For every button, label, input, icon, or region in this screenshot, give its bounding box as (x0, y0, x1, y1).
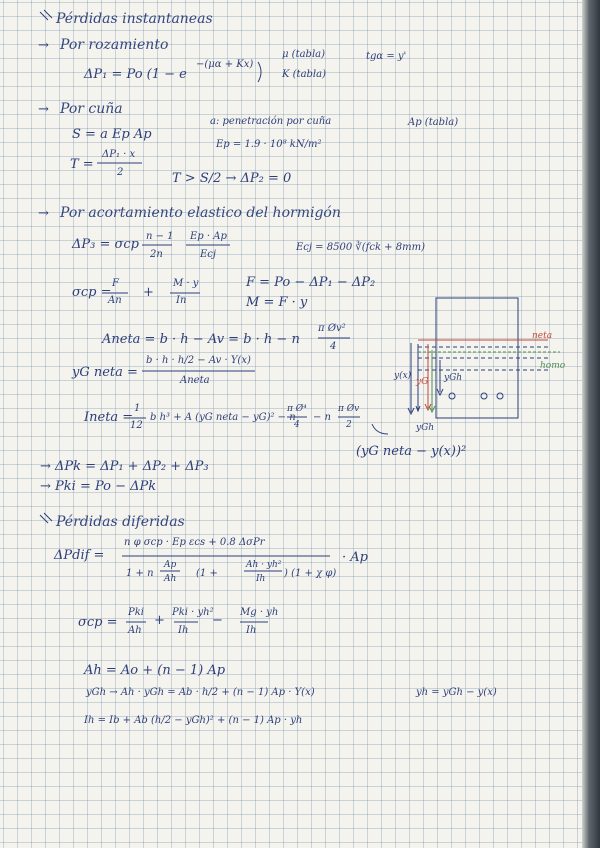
yg-num: b · h · h/2 − Av · Y(x) (146, 355, 251, 366)
section-title-instantaneas: Pérdidas instantaneas (56, 11, 213, 27)
times-ap: · Ap (342, 550, 368, 565)
yh-equation: yh = yGh − y(x) (416, 687, 497, 698)
ineta-rest: b h³ + A (yG neta − yG)² − n (150, 412, 296, 423)
frac2-num: Ep · Ap (190, 231, 227, 242)
header-rozamiento: Por rozamiento (60, 37, 169, 53)
m-den: In (176, 295, 187, 306)
dp3-lhs: ΔP₃ = σcp (72, 237, 139, 252)
pi4-den: 4 (294, 420, 300, 430)
ah-den: Ah (128, 625, 142, 636)
exponent-rozamiento: −(μα + Kx) (196, 59, 254, 70)
one-plus: (1 + (196, 568, 218, 579)
scp-lhs: σcp = (72, 285, 112, 300)
note-tg: tgα = y' (366, 51, 407, 62)
ep-value: Ep = 1.9 · 10⁸ kN/m² (216, 139, 322, 150)
ecj-formula: Ecj = 8500 ∛(fck + 8mm) (296, 242, 425, 253)
label-neta: neta (532, 331, 553, 341)
pki-num: Pki (128, 607, 144, 618)
pi4-num: π Ø⁴ (287, 404, 307, 414)
t-lhs: T = (70, 157, 94, 172)
ineta-frac-den: 12 (130, 420, 143, 431)
yg-den: Aneta (180, 375, 210, 386)
ineta-tail: (yG neta − y(x))² (356, 444, 467, 459)
label-ygh-bottom: yGh (416, 423, 435, 433)
note-penetracion: a: penetración por cuña (210, 116, 332, 127)
plus-1: + (143, 285, 154, 300)
arrow-cuna: → (38, 102, 49, 117)
t-condition: T > S/2 → ΔP₂ = 0 (172, 171, 292, 186)
chi-term: ) (1 + χ φ) (284, 568, 337, 579)
frac1-den: 2n (150, 249, 163, 260)
label-yg: yG (416, 377, 429, 387)
f-num: F (112, 278, 119, 289)
hash-mark-2 (40, 513, 52, 523)
arrow-rozamiento: → (38, 38, 49, 53)
pi2-den: 2 (346, 420, 352, 430)
pi2-num: π Øv (338, 404, 360, 414)
m-num: M · y (173, 278, 199, 289)
minus-1: − (212, 613, 223, 628)
label-homo: homo (540, 361, 566, 371)
label-yx: y(x) (394, 371, 412, 381)
ih3-den: Ih (246, 625, 257, 636)
formula-s: S = a Ep Ap (72, 127, 152, 142)
ap-den: Ah (164, 574, 177, 584)
formula-rozamiento: ΔP₁ = Po (1 − e (84, 67, 187, 82)
pkiy-num: Pki · yh² (172, 607, 214, 618)
t-den: 2 (117, 167, 124, 178)
ah-equation: Ah = Ao + (n − 1) Ap (84, 663, 226, 678)
ih2-den: Ih (178, 625, 189, 636)
m-equation: M = F · y (246, 295, 308, 310)
note-mu: μ (tabla) (282, 49, 326, 60)
f-equation: F = Po − ΔP₁ − ΔP₂ (246, 275, 376, 290)
arrow-acortamiento: → (38, 206, 49, 221)
hash-mark-1 (40, 10, 52, 20)
ineta-lhs: Ineta = (84, 410, 134, 425)
frac1-num: n − 1 (146, 231, 174, 242)
ygh-equation: yGh → Ah · yGh = Ab · h/2 + (n − 1) Ap · Y(x) (86, 687, 315, 698)
ap-num: Ap (164, 560, 177, 570)
ih-den: Ih (256, 574, 266, 584)
note-k: K (tabla) (282, 69, 326, 80)
scp-dif-lhs: σcp = (78, 615, 118, 630)
total-pk: → ΔPk = ΔP₁ + ΔP₂ + ΔP₃ (40, 459, 209, 474)
ah-yh-num: Ah · yh² (246, 560, 282, 570)
ih-equation: Ih = Ib + Ab (h/2 − yGh)² + (n − 1) Ap · yh (84, 715, 303, 726)
total-pki: → Pki = Po − ΔPk (40, 479, 157, 494)
dpdif-den-a: 1 + n (126, 568, 154, 579)
yg-neta-lhs: yG neta = (72, 365, 138, 380)
mg-num: Mg · yh (240, 607, 279, 618)
ineta-frac-num: 1 (134, 403, 141, 414)
note-ap-tabla: Ap (tabla) (408, 117, 459, 128)
minus-n: − n (313, 412, 331, 423)
pi-num: π Øv² (318, 323, 346, 334)
dpdif-lhs: ΔPdif = (54, 548, 105, 563)
aneta-formula: Aneta = b · h − Av = b · h − n (102, 332, 300, 347)
label-ygh: yGh (444, 373, 463, 383)
pi-den: 4 (330, 341, 337, 352)
f-den: An (108, 295, 122, 306)
section-title-diferidas: Pérdidas diferidas (56, 514, 185, 530)
header-acortamiento: Por acortamiento elastico del hormigón (60, 205, 341, 221)
header-cuna: Por cuña (60, 101, 123, 117)
dpdif-num: n φ σcp · Ep εcs + 0.8 ΔσPr (124, 537, 265, 548)
frac2-den: Ecj (200, 249, 217, 260)
plus-2: + (154, 613, 165, 628)
t-num: ΔP₁ · x (102, 149, 136, 160)
